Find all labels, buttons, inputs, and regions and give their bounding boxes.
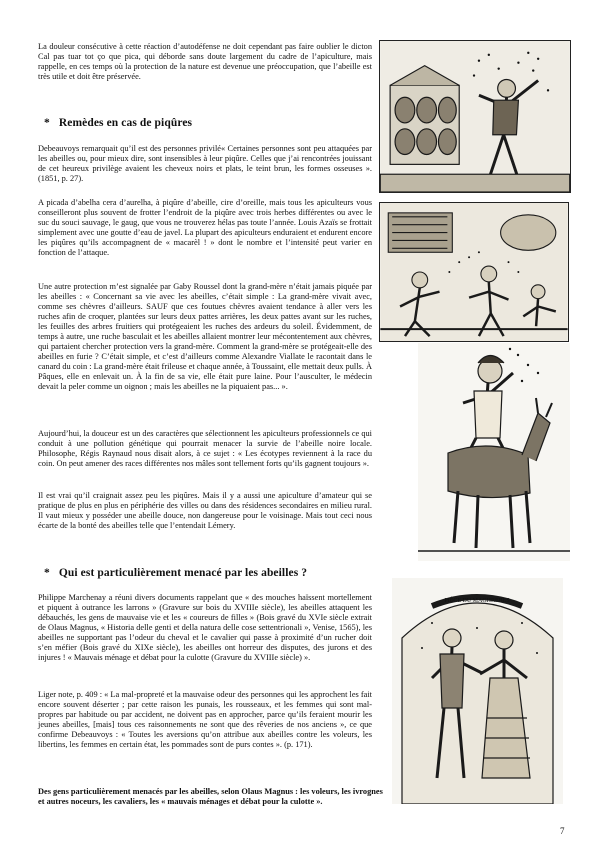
paragraph: Il est vrai qu’il craignait assez peu les piqûres. Mais il y a aussi une apiculture d’amateur qui se pratique de plus en plus en périphérie des villes ou dans des résidences secondaires en milieu rural. Il vaut mieux y posséder une abeille douce, non dangereuse pour le voisinage. Mais tout ceci nous écarte de la bonté des abeilles telle que l’entendait Lémery.	[38, 491, 372, 531]
heading-bullet: *	[44, 567, 50, 579]
section-heading-threatened	[44, 567, 307, 579]
engraving-thief-and-beehives	[379, 40, 571, 193]
section-heading-remedies	[44, 117, 192, 129]
engraving-thief-illustration	[380, 41, 570, 192]
intro-paragraph: La douleur consécutive à cette réaction d’autodéfense ne doit cependant pas faire oublier le dicton Cal pas tuar tot ço que pica, qui déborde sans doute largement du cadre de l’apiculture, mais rappelle, en ces temps où la protection de la nature est devenue une préoccupation, que l’abeille est très utile et doit être préservée.	[38, 42, 372, 82]
paragraph: A picada d’abelha cera d’aurelha, à piqûre d’abeille, cire d’oreille, mais tous les apiculteurs vous conseilleront plus souvent de frotter l’endroit de la piqûre avec trois herbes différentes ou avec le suc du souci sauvage, le gaug, que vous ne trouverez hélas pas toute l’année. Louis Azaïs se frottait simplement avec une goutte d’eau de javel. La plupart des apiculteurs enduraient et endurent encore les piqûres qu’ils accompagnent de « macarèl ! » dont le nombre et l’intensité peut varier en fonction de l’attaque.	[38, 198, 372, 258]
page-number: 7	[560, 826, 565, 836]
heading-title: Remèdes en cas de piqûres	[58, 117, 193, 129]
paragraph: Philippe Marchenay a réuni divers documents rappelant que « des mouches haïssent mortellement et piquent à outrance les larrons » (Gravure sur bois du XVIIIe siècle), les abeilles attaquent les débauchés, les gens de mauvaise vie et les « coureurs de filles » (Bois gravé du XVIe siècle extrait de Olaus Magnus, « Historia delle genti et della natura delle cose settentrionali », Venise, 1565), les abeilles ne supportant pas l’odeur du cheval et le cavalier qui passe à proximité d’un rucher doit s’en méfier (Bois gravé du XIXe siècle), les abeilles ont horreur des disputes, des jurons et des injures ! « Mauvais ménage et débat pour la culotte (Gravure du XVIIIe siècle) ».	[38, 593, 372, 663]
figure-caption: Des gens particulièrement menacés par les abeilles, selon Olaus Magnus : les voleurs, les ivrognes et autres noceurs, les cavaliers, les « mauvais ménages et débat pour la culotte ».	[38, 787, 383, 807]
dispute-illustration	[392, 578, 563, 804]
paragraph: Liger note, p. 409 : « La mal-propreté et la mauvaise odeur des personnes qui les approchent les fait encore souvent déserter ; par cette raison les punais, les rousseaux, et les femmes qui sont mal-propres par habitude ou par accident, ne doivent pas en approcher, parce qu’ils feraient mourir les jeunes abeilles, [mais] tous ces raisonnements ne sont que des rêveries de nos anciens », ce que confirme Debeauvoys : « Toutes les aversions qu’on attribue aux abeilles contre les voleurs, les libertins, les femmes en certain état, les pommades sont de purs contes ». (p. 171).	[38, 690, 372, 750]
rider-illustration	[418, 343, 570, 561]
paragraph: Une autre protection m’est signalée par Gaby Roussel dont la grand-mère n’était jamais piquée par les abeilles : « Concernant sa vie avec les abeilles, c’était simple : La grand-mère vivait avec, comme ses chèvres d’ailleurs. SAUF que ces foutues chèvres avaient tendance à aller vers les ruches afin de croquer, plantées sur leurs deux pattes arrières, les deux pattes avant sur les ruches, les feuilles des arbres fruitiers qui protégeaient les ruches des ardeurs du soleil. Évidemment, de temps à autre, une ruche basculait et les abeilles allaient montrer leur mécontentement aux chèvres, qui partaient chercher protection vers la grand-mère. Comment la grand-mère se protégeait-elle des abeilles en furie ? C’était simple, et c’est d’ailleurs comme Alexandre Viallate le racontait dans le canard du coin : La grand-mère était frileuse et chaque année, à Toussaint, elle mettait deux pulls. À Pâques, elle en enlevait un. À la fin de sa vie, elle était pure laine. Pour l’ausculter, le médecin devait la peler comme un oignon ; mais les abeilles ne la piquaient pas... ».	[38, 282, 372, 392]
banner-text: PIÈCE DU MAGHREBES	[444, 598, 510, 604]
heading-bullet: *	[44, 117, 50, 129]
engraving-rider-on-donkey	[418, 343, 570, 561]
woodcut-illustration	[380, 203, 568, 341]
heading-title: Qui est particulièrement menacé par les abeilles ?	[58, 567, 308, 579]
engraving-marriage-dispute	[392, 578, 563, 804]
engraving-olaus-magnus-woodcut	[379, 202, 569, 342]
paragraph: Debeauvoys remarquait qu’il est des personnes privilé« Certaines personnes sont peu attaquées par les abeilles ou, pour mieux dire, sont insensibles à leur piqûre. Celles que j’ai rencontrées jouissant de cet heureux privilège avaient les cheveux noirs et plats, le teint brun, les formes osseuses ». (1851, p. 27).	[38, 144, 372, 184]
paragraph: Aujourd’hui, la douceur est un des caractères que sélectionnent les apiculteurs professionnels ce qui conduit à une pollution génétique qui pourrait menacer la survie de l’abeille noire locale. Philosophe, Régis Raynaud nous disait alors, à ce sujet : « Les écotypes reviennent à la race du coin. On peut amener des races différentes nos mâles sont tellement forts qu’ils gagnent toujours ».	[38, 429, 372, 469]
